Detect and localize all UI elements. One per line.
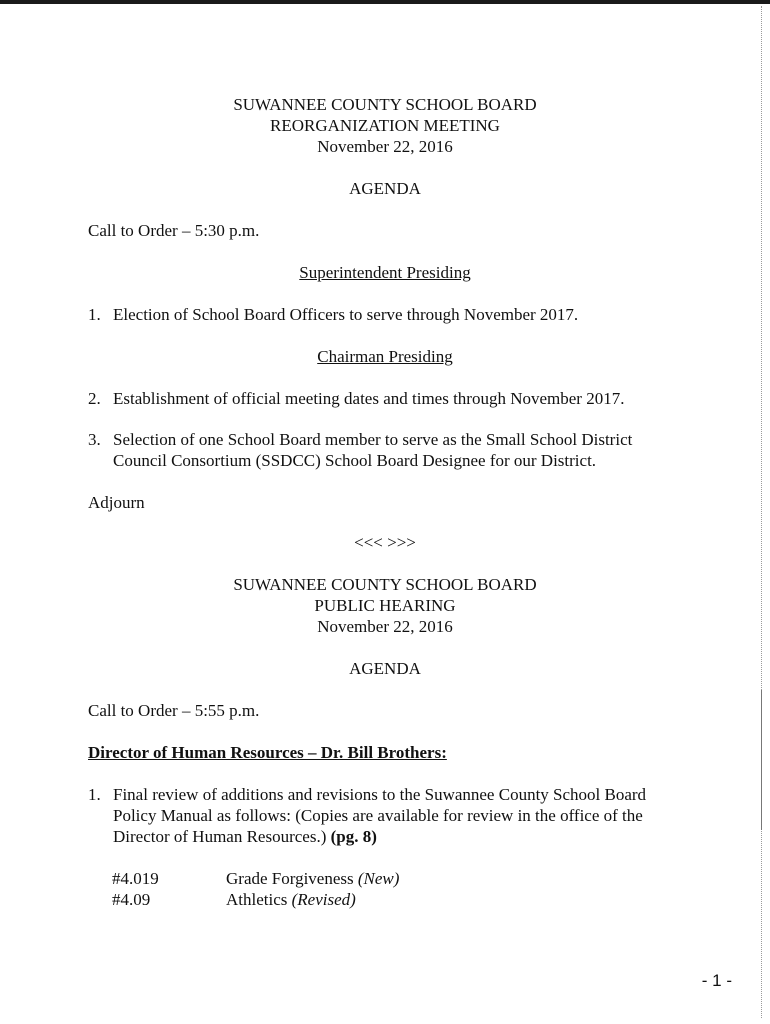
section-separator: <<< >>> [354,533,416,552]
meeting1-item-3 [0,429,770,471]
item-text-line3 [113,826,377,847]
meeting2-header-board: SUWANNEE COUNTY SCHOOL BOARD [233,575,537,594]
item-text: Election of School Board Officers to serve through November 2017. [113,305,579,324]
page-number: - 1 - [701,971,732,990]
meeting1-item-1 [0,304,770,325]
item-text-line1: Final review of additions and revisions to the Suwannee County School Board [113,785,647,804]
page-reference: (pg. 8) [330,827,377,846]
policy-code: #4.09 [112,890,151,909]
meeting1-call-to-order: Call to Order – 5:30 p.m. [88,221,260,240]
page-top-border [0,0,770,4]
meeting1-header-board: SUWANNEE COUNTY SCHOOL BOARD [233,95,537,114]
item-number: 1. [88,305,101,324]
policy-code: #4.019 [112,869,159,888]
meeting1-item-2 [0,388,770,409]
item-number: 3. [88,430,101,449]
policy-title: Grade Forgiveness [226,869,358,888]
meeting2-section-human-resources: Director of Human Resources – Dr. Bill Brothers: [88,743,447,762]
meeting1-section-superintendent: Superintendent Presiding [299,263,471,282]
item-text-line2: Council Consortium (SSDCC) School Board Designee for our District. [113,451,597,470]
meeting1-section-chairman: Chairman Presiding [317,347,453,366]
meeting2-item-1 [0,784,770,847]
policy-description [226,889,356,910]
policy-description [226,868,399,889]
policy-status: (New) [357,869,400,888]
meeting2-call-to-order: Call to Order – 5:55 p.m. [88,701,260,720]
policy-status: (Revised) [291,890,356,909]
policy-title: Athletics [226,890,292,909]
meeting1-date: November 22, 2016 [317,137,453,156]
item-text-line2: Policy Manual as follows: (Copies are available for review in the office of the [113,806,643,825]
meeting1-agenda-heading: AGENDA [349,179,421,198]
item-text-line1: Selection of one School Board member to serve as the Small School District [113,430,633,449]
item-text: Establishment of official meeting dates and times through November 2017. [113,389,625,408]
item-number: 2. [88,389,101,408]
item-number: 1. [88,785,101,804]
meeting2-agenda-heading: AGENDA [349,659,421,678]
item-text-line3-prefix: Director of Human Resources.) [113,827,331,846]
policy-row [0,889,770,910]
meeting2-header-title: PUBLIC HEARING [314,596,456,615]
scan-edge-line [760,6,762,1018]
meeting1-adjourn: Adjourn [88,493,145,512]
meeting1-header-title: REORGANIZATION MEETING [270,116,500,135]
meeting2-date: November 22, 2016 [317,617,453,636]
policy-row [0,868,770,889]
